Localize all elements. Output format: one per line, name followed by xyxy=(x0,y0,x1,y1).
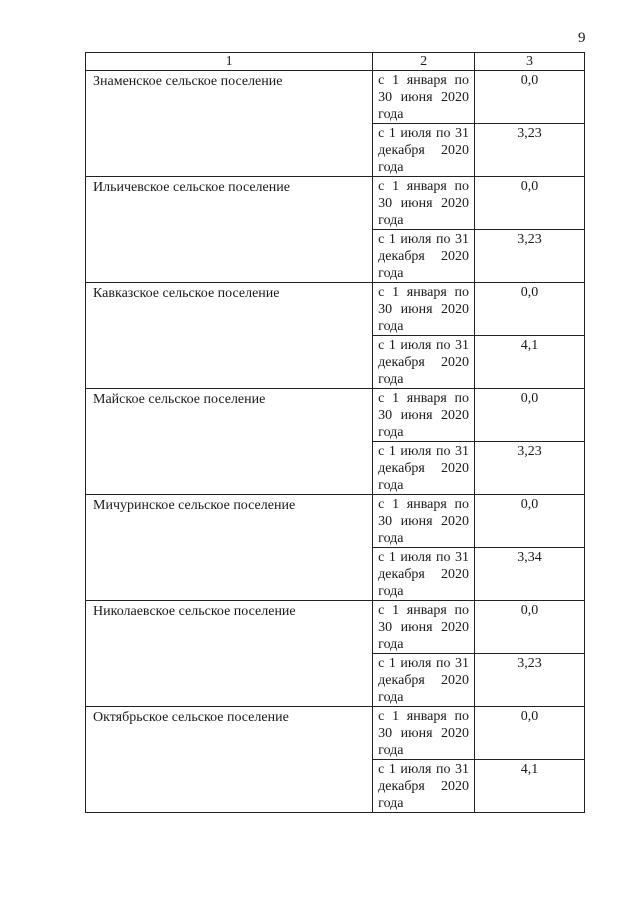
period-line: года xyxy=(378,531,404,546)
rate-value: 0,0 xyxy=(475,71,585,124)
rate-value: 0,0 xyxy=(475,283,585,336)
rate-value: 3,23 xyxy=(475,442,585,495)
period-line: декабря 2020 xyxy=(378,355,469,370)
period-cell xyxy=(373,230,475,283)
period-cell xyxy=(373,760,475,813)
period-line: с 1 января по xyxy=(378,603,469,618)
rate-value: 0,0 xyxy=(475,707,585,760)
period-cell xyxy=(373,71,475,124)
table-row xyxy=(86,177,585,230)
period-line: года xyxy=(378,478,404,493)
period-line: года xyxy=(378,160,404,175)
settlement-name: Ильичевское сельское поселение xyxy=(86,177,373,283)
period-line: с 1 января по xyxy=(378,391,469,406)
rate-value: 3,23 xyxy=(475,654,585,707)
period-line: декабря 2020 xyxy=(378,461,469,476)
rate-value: 3,23 xyxy=(475,230,585,283)
period-line: 30 июня 2020 xyxy=(378,90,469,105)
settlement-name: Кавказское сельское поселение xyxy=(86,283,373,389)
settlement-name: Октябрьское сельское поселение xyxy=(86,707,373,813)
rate-value: 0,0 xyxy=(475,601,585,654)
period-line: 30 июня 2020 xyxy=(378,726,469,741)
period-line: года xyxy=(378,107,404,122)
table-body xyxy=(86,71,585,813)
rate-value: 3,23 xyxy=(475,124,585,177)
period-line: с 1 июля по 31 xyxy=(378,656,469,671)
period-line: года xyxy=(378,372,404,387)
period-line: года xyxy=(378,637,404,652)
period-cell xyxy=(373,495,475,548)
table-row xyxy=(86,707,585,760)
rate-value: 0,0 xyxy=(475,495,585,548)
settlement-name: Мичуринское сельское поселение xyxy=(86,495,373,601)
period-line: декабря 2020 xyxy=(378,249,469,264)
period-line: года xyxy=(378,796,404,811)
period-cell xyxy=(373,548,475,601)
period-line: декабря 2020 xyxy=(378,143,469,158)
period-line: с 1 января по xyxy=(378,73,469,88)
page-number: 9 xyxy=(578,30,586,46)
period-line: с 1 июля по 31 xyxy=(378,550,469,565)
period-cell xyxy=(373,336,475,389)
period-line: 30 июня 2020 xyxy=(378,302,469,317)
period-line: с 1 января по xyxy=(378,709,469,724)
table-row xyxy=(86,495,585,548)
rate-value: 4,1 xyxy=(475,336,585,389)
period-line: 30 июня 2020 xyxy=(378,408,469,423)
period-line: 30 июня 2020 xyxy=(378,620,469,635)
period-cell xyxy=(373,124,475,177)
period-line: года xyxy=(378,584,404,599)
period-cell xyxy=(373,442,475,495)
period-line: года xyxy=(378,690,404,705)
table-row xyxy=(86,283,585,336)
period-cell xyxy=(373,601,475,654)
rate-value: 4,1 xyxy=(475,760,585,813)
period-line: года xyxy=(378,319,404,334)
period-line: с 1 июля по 31 xyxy=(378,444,469,459)
period-line: с 1 июля по 31 xyxy=(378,338,469,353)
settlement-name: Знаменское сельское поселение xyxy=(86,71,373,177)
period-cell xyxy=(373,654,475,707)
header-col-2: 2 xyxy=(373,53,475,71)
table-row xyxy=(86,389,585,442)
period-line: года xyxy=(378,743,404,758)
rate-value: 3,34 xyxy=(475,548,585,601)
period-line: с 1 января по xyxy=(378,179,469,194)
period-cell xyxy=(373,389,475,442)
tariff-table xyxy=(85,52,585,813)
period-line: 30 июня 2020 xyxy=(378,196,469,211)
table-row xyxy=(86,601,585,654)
period-cell xyxy=(373,283,475,336)
header-col-3: 3 xyxy=(475,53,585,71)
period-line: с 1 июля по 31 xyxy=(378,232,469,247)
settlement-name: Майское сельское поселение xyxy=(86,389,373,495)
period-cell xyxy=(373,177,475,230)
table-row xyxy=(86,71,585,124)
period-line: с 1 июля по 31 xyxy=(378,126,469,141)
header-col-1: 1 xyxy=(86,53,373,71)
period-line: с 1 января по xyxy=(378,497,469,512)
period-line: года xyxy=(378,213,404,228)
period-line: года xyxy=(378,425,404,440)
period-line: 30 июня 2020 xyxy=(378,514,469,529)
header-row xyxy=(86,53,585,71)
period-line: с 1 января по xyxy=(378,285,469,300)
period-line: декабря 2020 xyxy=(378,567,469,582)
period-line: декабря 2020 xyxy=(378,673,469,688)
table-header xyxy=(86,53,585,71)
period-line: декабря 2020 xyxy=(378,779,469,794)
settlement-name: Николаевское сельское поселение xyxy=(86,601,373,707)
rate-value: 0,0 xyxy=(475,389,585,442)
period-line: года xyxy=(378,266,404,281)
period-cell xyxy=(373,707,475,760)
period-line: с 1 июля по 31 xyxy=(378,762,469,777)
rate-value: 0,0 xyxy=(475,177,585,230)
